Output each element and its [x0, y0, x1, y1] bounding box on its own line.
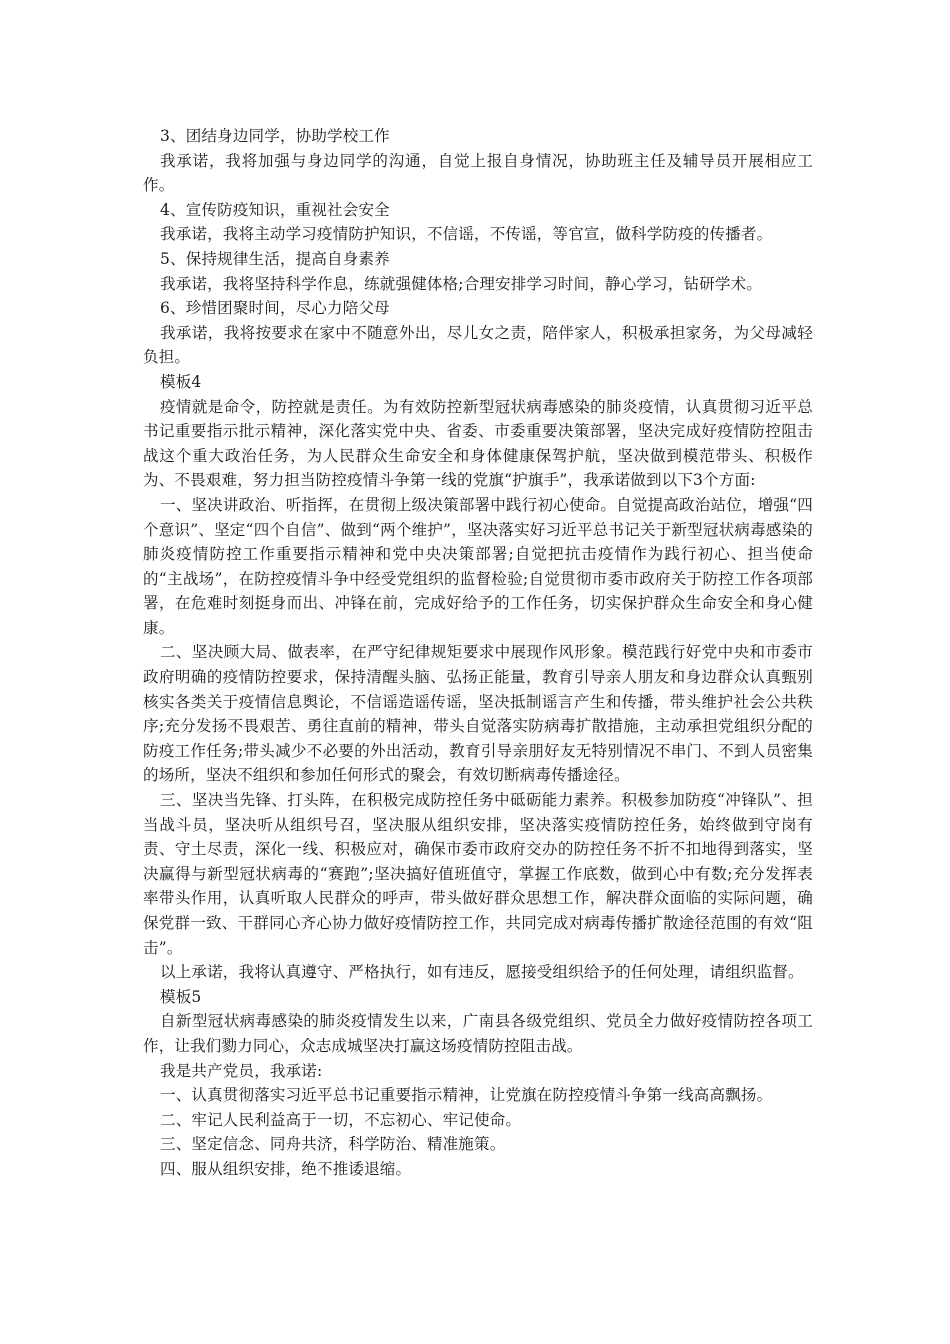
list-item-heading: 6、珍惜团聚时间，尽心力陪父母 [160, 299, 390, 318]
list-item-heading: 5、保持规律生活，提高自身素养 [160, 249, 390, 268]
paragraph: 我是共产党员，我承诺: [160, 1061, 323, 1080]
paragraph: 我承诺，我将坚持科学作息，练就强健体格;合理安排学习时间，静心学习，钻研学术。 [160, 274, 763, 293]
paragraph: 以上承诺，我将认真遵守、严格执行，如有违反，愿接受组织给予的任何处理，请组织监督。 [160, 963, 804, 982]
paragraph: 我承诺，我将主动学习疫情防护知识，不信谣，不传谣，等官宣，做科学防疫的传播者。 [160, 225, 773, 244]
list-item: 四、服从组织安排，绝不推诿退缩。 [160, 1159, 412, 1178]
paragraph: 二、坚决顾大局、做表率，在严守纪律规矩要求中展现作风形象。模范践行好党中央和市委市政府明确的疫情防控要求，保持清醒头脑、弘扬正能量，教育引导亲人朋友和身边群众认真甄别核实各类关于疫情信息舆论，不信谣造谣传谣，坚决抵制谣言产生和传播，带头维护社会公共秩序;充分发扬不畏艰苦、勇往直前的精神，带头自觉落实防病毒扩散措施，主动承担党组织分配的防疫工作任务;带头减少不必要的外出活动，教育引导亲朋好友无特别情况不串门、不到人员密集的场所，坚决不组织和参加任何形式的聚会，有效切断病毒传播途径。 [143, 643, 813, 785]
list-item-heading: 4、宣传防疫知识，重视社会安全 [160, 200, 390, 219]
list-item-heading: 3、团结身边同学，协助学校工作 [160, 127, 390, 145]
section-title-template-4: 模板4 [160, 372, 202, 391]
paragraph: 我承诺，我将按要求在家中不随意外出，尽儿女之责，陪伴家人，积极承担家务，为父母减轻负担。 [143, 323, 813, 367]
list-item: 二、牢记人民利益高于一切，不忘初心、牢记使命。 [160, 1110, 522, 1129]
list-item: 三、坚定信念、同舟共济，科学防治、精准施策。 [160, 1135, 506, 1154]
paragraph: 我承诺，我将加强与身边同学的沟通，自觉上报自身情况，协助班主任及辅导员开展相应工作。 [143, 151, 813, 195]
paragraph: 疫情就是命令，防控就是责任。为有效防控新型冠状病毒感染的肺炎疫情，认真贯彻习近平总书记重要指示批示精神，深化落实党中央、省委、市委重要决策部署，坚决完成好疫情防控阻击战这个重大政治任务，为人民群众生命安全和身体健康保驾护航，坚决做到模范带头、积极作为、不畏艰难，努力担当防控疫情斗争第一线的党旗“护旗手”，我承诺做到以下3个方面: [143, 397, 813, 490]
document-body [143, 124, 813, 1182]
paragraph: 一、坚决讲政治、听指挥，在贯彻上级决策部署中践行初心使命。自觉提高政治站位，增强“四个意识”、坚定“四个自信”、做到“两个维护”，坚决落实好习近平总书记关于新型冠状病毒感染的肺炎疫情防控工作重要指示精神和党中央决策部署;自觉把抗击疫情作为践行初心、担当使命的“主战场”，在防控疫情斗争中经受党组织的监督检验;自觉贯彻市委市政府关于防控工作各项部署，在危难时刻挺身而出、冲锋在前，完成好给予的工作任务，切实保护群众生命安全和身心健康。 [143, 495, 813, 637]
list-item: 一、认真贯彻落实习近平总书记重要指示精神，让党旗在防控疫情斗争第一线高高飘扬。 [160, 1086, 773, 1105]
paragraph: 自新型冠状病毒感染的肺炎疫情发生以来，广南县各级党组织、党员全力做好疫情防控各项工作，让我们勠力同心，众志成城坚决打赢这场疫情防控阻击战。 [143, 1012, 813, 1055]
section-title-template-5: 模板5 [160, 987, 202, 1006]
paragraph: 三、坚决当先锋、打头阵，在积极完成防控任务中砥砺能力素养。积极参加防疫“冲锋队”、担当战斗员，坚决听从组织号召，坚决服从组织安排，坚决落实疫情防控任务，始终做到守岗有责、守土尽责，深化一线、积极应对，确保市委市政府交办的防控任务不折不扣地得到落实，坚决赢得与新型冠状病毒的“赛跑”;坚决搞好值班值守，掌握工作底数，做到心中有数;充分发挥表率带头作用，认真听取人民群众的呼声，带头做好群众思想工作，解决群众面临的实际问题，确保党群一致、干群同心齐心协力做好疫情防控工作，共同完成对病毒传播扩散途径范围的有效“阻击”。 [143, 791, 813, 957]
